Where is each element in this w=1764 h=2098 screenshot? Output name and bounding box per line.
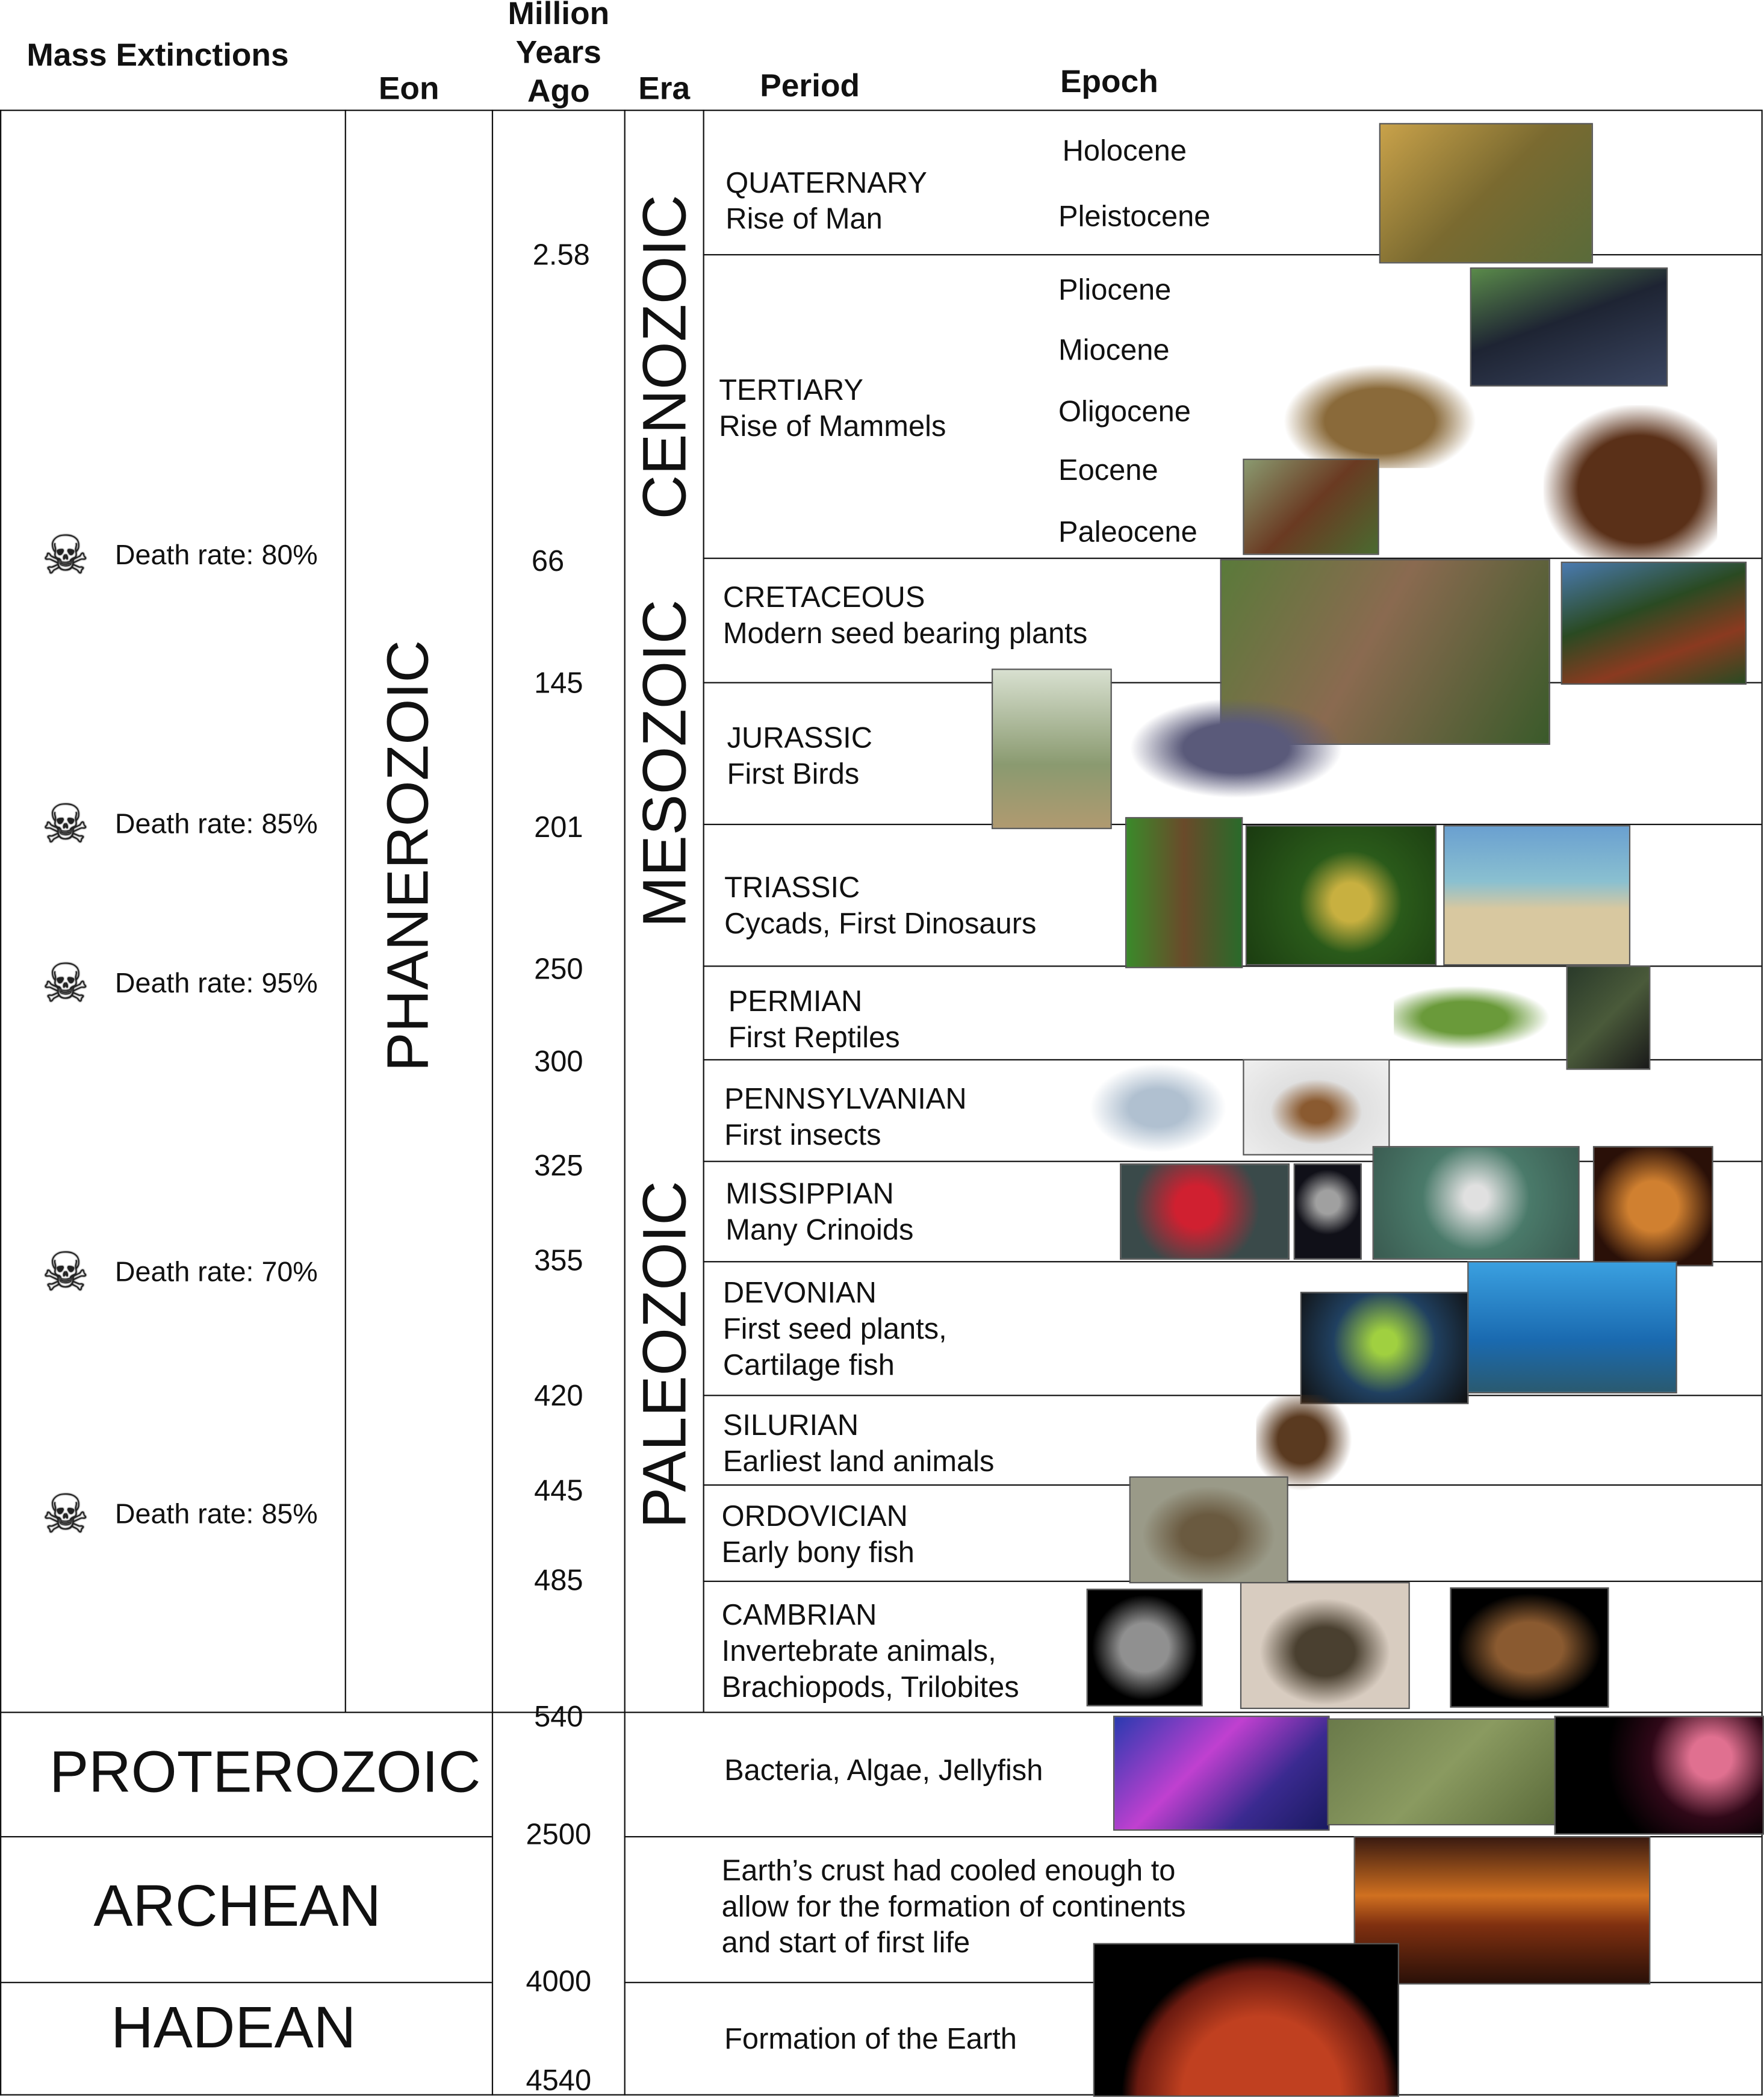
- era-cenozoic: CENOZOIC: [629, 195, 699, 520]
- period-cambrian: [722, 1597, 1019, 1705]
- period-permian: [728, 983, 900, 1055]
- period-name: MISSIPPIAN: [725, 1177, 894, 1210]
- mya-label: 540: [534, 1699, 583, 1734]
- epoch-miocene: Miocene: [1058, 332, 1170, 367]
- bacteria-image: [1113, 1716, 1330, 1831]
- period-desc: Invertebrate animals,: [721, 1634, 996, 1668]
- period-name: CAMBRIAN: [721, 1598, 877, 1632]
- algae-image: [1327, 1719, 1559, 1826]
- era-mesozoic: MESOZOIC: [629, 599, 699, 928]
- period-name: CRETACEOUS: [722, 580, 925, 614]
- period-desc: Modern seed bearing plants: [722, 616, 1088, 650]
- divider: [345, 110, 346, 1711]
- divider: [0, 1836, 492, 1837]
- eon-proterozoic: PROTEROZOIC: [49, 1740, 481, 1805]
- skull-crossbones-icon: ☠: [41, 526, 90, 586]
- mammoth-image: [1544, 405, 1718, 558]
- mya-label: 201: [534, 810, 583, 844]
- sauropod-image: [992, 668, 1112, 829]
- divider: [703, 1395, 1762, 1396]
- period-tertiary: [719, 372, 946, 444]
- skull-crossbones-icon: ☠: [41, 954, 90, 1014]
- eon-archean: ARCHEAN: [93, 1873, 381, 1940]
- period-name: PENNSYLVANIAN: [724, 1082, 967, 1116]
- mya-label: 2.58: [532, 238, 590, 272]
- extinction-label: Death rate: 95%: [114, 968, 318, 999]
- mya-label: 66: [531, 544, 565, 578]
- early-dinosaur-image: [1443, 825, 1630, 965]
- period-name: ORDOVICIAN: [721, 1499, 908, 1533]
- extinction-event: [30, 526, 318, 586]
- header-epoch: Epoch: [1060, 64, 1158, 101]
- divider: [0, 1711, 1762, 1713]
- reptile-image: [1566, 965, 1650, 1069]
- orange-crinoid-image: [1593, 1146, 1713, 1266]
- mya-label: 2500: [526, 1817, 592, 1851]
- epoch-eocene: Eocene: [1058, 453, 1158, 487]
- extinction-event: [30, 1244, 318, 1303]
- molten-earth-image: [1093, 1943, 1399, 2097]
- period-desc: First seed plants,: [722, 1312, 947, 1346]
- period-desc: First Birds: [727, 756, 860, 791]
- period-desc: Early bony fish: [721, 1535, 915, 1569]
- mya-label: 420: [534, 1378, 583, 1413]
- extinction-label: Death rate: 70%: [114, 1257, 318, 1288]
- period-jurassic: [727, 720, 872, 792]
- period-name: TERTIARY: [719, 373, 863, 407]
- mya-label: 485: [534, 1563, 583, 1597]
- archean-desc-line: allow for the formation of continents: [721, 1889, 1186, 1923]
- mya-label: 300: [534, 1044, 583, 1078]
- period-silurian: [723, 1407, 995, 1479]
- cycad-palm-image: [1125, 817, 1243, 968]
- hadean-desc: Formation of the Earth: [724, 2022, 1017, 2056]
- period-name: DEVONIAN: [722, 1275, 877, 1310]
- seedling-image: [1300, 1292, 1469, 1404]
- extinction-event: [30, 795, 318, 855]
- skull-crossbones-icon: ☠: [41, 1486, 90, 1545]
- divider: [703, 254, 1762, 255]
- eon-phanerozoic: PHANEROZOIC: [375, 640, 441, 1072]
- period-desc: Brachiopods, Trilobites: [721, 1670, 1019, 1704]
- extinction-event: [30, 1486, 318, 1545]
- divider: [624, 110, 626, 2096]
- epoch-pleistocene: Pleistocene: [1058, 199, 1211, 233]
- mya-label: 250: [534, 952, 583, 986]
- period-pennsylvanian: [724, 1080, 967, 1153]
- header-mass-extinctions: Mass Extinctions: [26, 37, 289, 74]
- divider: [0, 110, 1762, 111]
- jellyfish-image: [1554, 1716, 1764, 1835]
- extinction-event: [30, 954, 318, 1014]
- brachiopod-image: [1087, 1589, 1203, 1706]
- divider: [0, 1982, 492, 1983]
- period-desc: First insects: [724, 1118, 881, 1152]
- period-name: PERMIAN: [728, 984, 863, 1018]
- period-triassic: [724, 869, 1036, 941]
- period-desc: Cartilage fish: [722, 1348, 895, 1381]
- archaeopteryx-image: [1129, 698, 1343, 798]
- period-name: TRIASSIC: [724, 870, 860, 904]
- white-crinoid-image: [1373, 1146, 1580, 1260]
- skull-crossbones-icon: ☠: [41, 1244, 90, 1303]
- extinction-label: Death rate: 85%: [114, 809, 318, 840]
- shark-image: [1467, 1261, 1677, 1393]
- epoch-paleocene: Paleocene: [1058, 514, 1197, 549]
- period-quaternary: [725, 164, 927, 237]
- mya-label: 355: [534, 1244, 583, 1277]
- epoch-oligocene: Oligocene: [1058, 394, 1191, 428]
- period-name: SILURIAN: [722, 1408, 859, 1442]
- period-desc: Cycads, First Dinosaurs: [724, 906, 1037, 941]
- extinction-label: Death rate: 85%: [114, 1499, 318, 1530]
- cycad-cones-image: [1246, 825, 1436, 965]
- period-name: JURASSIC: [727, 720, 873, 755]
- mya-label: 445: [534, 1474, 583, 1507]
- epoch-holocene: Holocene: [1062, 134, 1187, 167]
- skull-crossbones-icon: ☠: [41, 795, 90, 855]
- extinction-label: Death rate: 80%: [114, 540, 318, 571]
- early-humans-image: [1379, 123, 1593, 263]
- sabertooth-cat-image: [1283, 364, 1477, 468]
- period-desc: Earliest land animals: [722, 1444, 995, 1478]
- archean-desc-line: and start of first life: [721, 1925, 971, 1959]
- period-missippian: [725, 1175, 913, 1248]
- chimpanzees-image: [1470, 267, 1668, 387]
- header-mya: Million Years Ago: [508, 0, 610, 110]
- period-desc: First Reptiles: [728, 1020, 900, 1054]
- red-crinoid-image: [1120, 1163, 1290, 1260]
- divider: [492, 110, 493, 2096]
- divider: [0, 110, 1, 2096]
- header-eon: Eon: [378, 70, 439, 107]
- epoch-pliocene: Pliocene: [1058, 273, 1172, 307]
- period-desc: Rise of Man: [725, 202, 883, 235]
- lizard-image: [1394, 986, 1550, 1050]
- nautiloid-image: [1450, 1587, 1609, 1708]
- period-name: QUATERNARY: [725, 166, 927, 199]
- stalked-crinoid-image: [1294, 1163, 1362, 1260]
- period-desc: Rise of Mammels: [719, 409, 946, 443]
- period-devonian: [723, 1274, 947, 1383]
- mayfly-insect-image: [1089, 1063, 1227, 1153]
- era-paleozoic: PALEOZOIC: [629, 1181, 699, 1529]
- header-era: Era: [638, 70, 691, 107]
- header-period: Period: [760, 68, 860, 105]
- eon-hadean: HADEAN: [111, 1995, 356, 2061]
- bony-fish-fossil-image: [1129, 1477, 1288, 1584]
- squirrel-mammal-image: [1243, 459, 1379, 555]
- archean-desc-line: Earth’s crust had cooled enough to: [721, 1853, 1176, 1887]
- period-cretaceous: [723, 579, 1087, 652]
- mya-label: 4000: [526, 1964, 592, 1998]
- divider: [0, 2094, 1762, 2096]
- period-desc: Many Crinoids: [725, 1213, 914, 1247]
- insect-image: [1243, 1059, 1390, 1156]
- mya-label: 4540: [526, 2063, 592, 2097]
- mya-label: 325: [534, 1148, 583, 1183]
- divider: [703, 110, 704, 1711]
- proterozoic-desc: Bacteria, Algae, Jellyfish: [724, 1753, 1043, 1787]
- trilobite-image: [1240, 1582, 1410, 1709]
- conifer-image: [1561, 562, 1747, 685]
- mya-label: 145: [534, 665, 583, 700]
- period-ordovician: [722, 1498, 915, 1570]
